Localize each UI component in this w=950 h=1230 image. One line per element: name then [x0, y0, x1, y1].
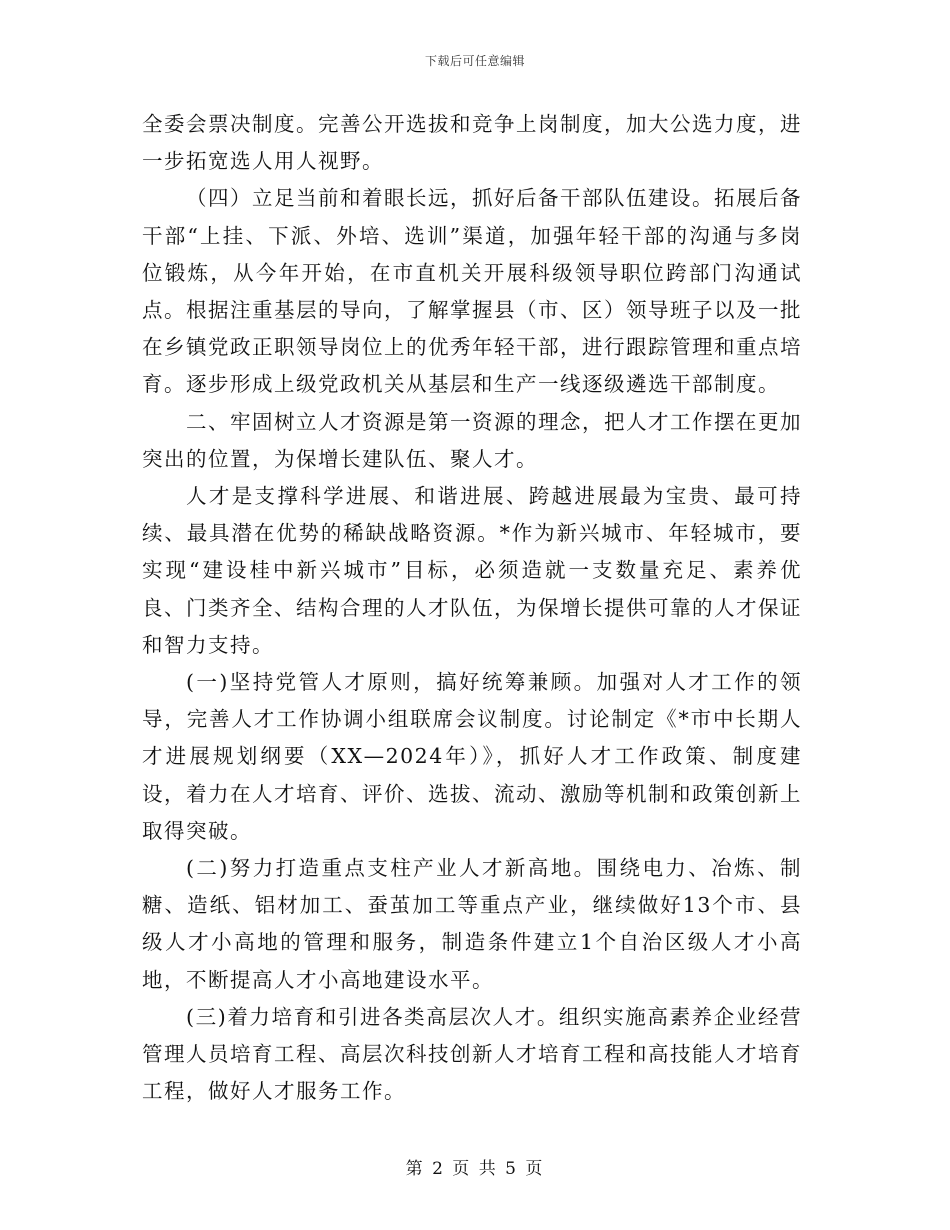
page-header: 下载后可任意编辑 [424, 54, 525, 68]
document-body [142, 106, 802, 1110]
paragraph: (三)着力培育和引进各类高层次人才。组织实施高素养企业经营管理人员培育工程、高层次科技创新人才培育工程和高技能人才培育工程，做好人才服务工作。 [142, 1004, 802, 1104]
paragraph: (二)努力打造重点支柱产业人才新高地。围绕电力、冶炼、制糖、造纸、铝材加工、蚕茧加工等重点产业，继续做好13个市、县级人才小高地的管理和服务，制造条件建立1个自治区级人才小高地，不断提高人才小高地建设水平。 [142, 856, 802, 992]
paragraph: 全委会票决制度。完善公开选拔和竞争上岗制度，加大公选力度，进一步拓宽选人用人视野。 [142, 112, 802, 174]
page-number: 第 2 页 共 5 页 [405, 1159, 545, 1179]
paragraph: （四）立足当前和着眼长远，抓好后备干部队伍建设。拓展后备干部“上挂、下派、外培、选训”渠道，加强年轻干部的沟通与多岗位锻炼，从今年开始，在市直机关开展科级领导职位跨部门沟通试点。根据注重基层的导向，了解掌握县（市、区）领导班子以及一批在乡镇党政正职领导岗位上的优秀年轻干部，进行跟踪管理和重点培育。逐步形成上级党政机关从基层和生产一线逐级遴选干部制度。 [142, 186, 802, 397]
paragraph: (一)坚持党管人才原则，搞好统筹兼顾。加强对人才工作的领导，完善人才工作协调小组联席会议制度。讨论制定《*市中长期人才进展规划纲要（XX—2024年）》，抓好人才工作政策、制度建设，着力在人才培育、评价、选拔、流动、激励等机制和政策创新上取得突破。 [142, 670, 802, 843]
section-heading: 二、牢固树立人才资源是第一资源的理念，把人才工作摆在更加突出的位置，为保增长建队伍、聚人才。 [142, 409, 802, 471]
paragraph: 人才是支撑科学进展、和谐进展、跨越进展最为宝贵、最可持续、最具潜在优势的稀缺战略资源。*作为新兴城市、年轻城市，要实现“建设桂中新兴城市”目标，必须造就一支数量充足、素养优良、门类齐全、结构合理的人才队伍，为保增长提供可靠的人才保证和智力支持。 [142, 484, 802, 657]
